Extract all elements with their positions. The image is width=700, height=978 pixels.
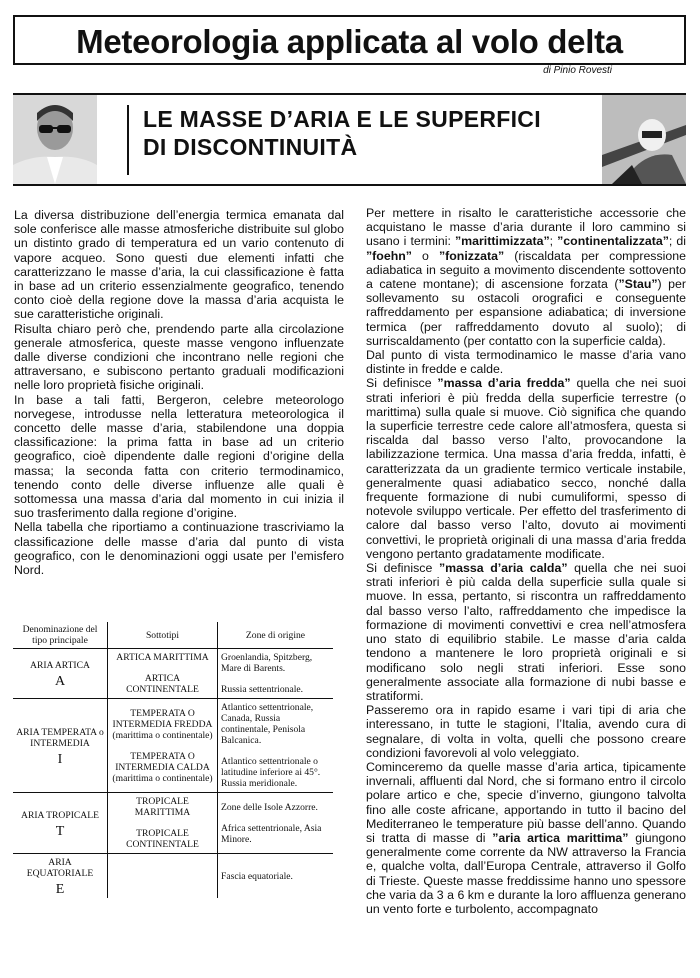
subtype: TEMPERATA O INTERMEDIA FREDDA (marittima o continentale) <box>112 707 213 741</box>
term: ”massa d’aria calda” <box>438 561 568 576</box>
subtitle-line-1: LE MASSE D’ARIA E LE SUPERFICI <box>143 106 541 132</box>
byline: di Pinio Rovesti <box>543 65 612 76</box>
table-row <box>13 854 333 899</box>
type-cell <box>13 854 108 899</box>
subtype-cell <box>108 854 218 899</box>
paragraph <box>366 376 686 561</box>
paragraph: Passeremo ora in rapido esame i vari tipi di aria che interessano, in tutte le stagioni, l’Italia, avendo cura di segnalare, di volta in volta, quelli che possono creare condizioni favorevoli al volo veleggiato. <box>366 703 686 760</box>
subtype-cell <box>108 699 218 793</box>
type-cell <box>13 649 108 699</box>
zone: Groenlandia, Spitzberg, Mare di Barents. <box>221 652 313 674</box>
type-name: ARIA EQUATORIALE <box>26 857 94 879</box>
text-run: ; <box>549 234 558 249</box>
zone-cell <box>218 854 334 899</box>
zone-cell <box>218 793 334 854</box>
type-name: ARIA TEMPERATA o INTERMEDIA <box>16 726 104 749</box>
text-run: ; di <box>668 234 687 249</box>
term: ”foehn” <box>366 248 412 263</box>
table-row <box>13 699 333 793</box>
column-header: Denominazione del tipo principale <box>13 622 108 649</box>
subtype: ARTICA MARITTIMA <box>116 652 209 663</box>
text-run: quella che nei suoi strati inferiori è più calda della superficie sulla quale si muove. In essa, pertanto, si riscontra un raffreddamento dal basso verso l’alto, raffreddamento che impedisce la formazione di movimenti convettivi e crea nell’atmosfera uno stato di equilibrio stabile. Le masse d’aria calda tendono a mantenere le loro proprietà originali e si modificano solo negli strati inferiori. Esse sono generalmente associate alla formazione di nubi basse e stratiformi. <box>366 561 687 703</box>
subtype-cell <box>108 793 218 854</box>
subtype: ARTICA CONTINENTALE <box>126 673 199 695</box>
subtype: TROPICALE CONTINENTALE <box>126 828 199 850</box>
zone: Atlantico settentrionale, Canada, Russia continentale, Penisola Balcanica. <box>221 702 314 746</box>
type-letter: E <box>55 882 65 897</box>
paragraph <box>366 206 686 348</box>
column-header: Zone di origine <box>218 622 334 649</box>
text-run: Si definisce <box>366 561 439 576</box>
zone: Zone delle Isole Azzorre. <box>221 801 318 813</box>
type-name: ARIA ARTICA <box>30 660 90 671</box>
paragraph <box>366 561 686 703</box>
text-run: giungono generalmente come corrente da NW attraverso la Francia e, qualche volta, dall’Europa Centrale, attraverso il Golfo di Trieste. Queste masse freddissime hanno uno spessore che varia da 3 a 6 km e durante la loro affluenza generano un vento forte e turbolento, accompagnato <box>366 830 687 916</box>
zone-cell <box>218 699 334 793</box>
divider <box>127 105 129 175</box>
subtype: TEMPERATA O INTERMEDIA CALDA (marittima o continentale) <box>112 750 213 784</box>
term: ”marittimizzata” <box>454 234 550 249</box>
section-banner <box>13 93 686 186</box>
paragraph <box>366 760 686 916</box>
title-box <box>13 15 686 65</box>
term: ”continentalizzata” <box>557 234 669 249</box>
paragraph: In base a tali fatti, Bergeron, celebre meteorologo norvegese, introdusse nella letteratura meteorologica il concetto delle masse d’aria, stabilendone una doppia classificazione: la prima fatta in base ad un criterio geografico, cioè dipendente dalle regioni d’origine della massa; la seconda fatta con criterio termodinamico, tenendo conto delle diverse influenze alle quali è sottomessa una massa d’aria dal momento in cui inizia il suo trasferimento dalla regione d’origine. <box>14 392 344 521</box>
page-title: Meteorologia applicata al volo delta <box>76 23 623 60</box>
text-run: Per mettere in risalto le caratteristiche accessorie che acquistano le masse d’aria durante il loro cammino si usano i termini: <box>366 206 686 249</box>
column-header: Sottotipi <box>108 622 218 649</box>
type-name: ARIA TROPICALE <box>21 809 99 821</box>
zone: Atlantico settentrionale o latitudine inferiore ai 45°. Russia meridionale. <box>221 756 321 789</box>
term: ”aria artica marittima” <box>492 830 629 845</box>
type-cell <box>13 793 108 854</box>
author-photo <box>13 95 97 184</box>
table-row <box>13 649 333 699</box>
text-run: Si definisce <box>366 376 438 391</box>
term: ”Stau” <box>618 277 658 292</box>
left-column <box>14 208 344 577</box>
type-letter: A <box>54 674 66 689</box>
subtype-cell <box>108 649 218 699</box>
subtitle-line-2: DI DISCONTINUITÀ <box>143 134 358 160</box>
pilot-photo <box>602 95 686 184</box>
right-column <box>366 206 686 916</box>
text-run: quella che nei suoi strati inferiori è più fredda della superficie terrestre (o marittima) sulla quale si muove. Ciò significa che quando la superficie terrestre cede calore all’atmosfera, questa si riscalda dal basso verso l’alto, provocandone la labilizzazione termica. Una massa d’aria fredda, infatti, è caratterizzata da un gradiente termico verticale instabile, generalmente quasi adiabatico secco, nonché dalla frequente formazione di nubi cumuliformi, spesso di notevole sviluppo verticale. Per effetto del trasferimento di calore dal basso verso l’alto, dovuto ai movimenti convettivi, le proprietà originali di una massa d’aria fredda vengono pertanto gradatamente modificate. <box>366 376 687 561</box>
term: ”fonizzata” <box>438 248 505 263</box>
zone: Russia settentrionale. <box>221 684 304 695</box>
subtype: TROPICALE MARITTIMA <box>134 796 191 818</box>
paragraph: La diversa distribuzione dell’energia termica emanata dal sole conferisce alle masse atmosferiche distribuite sul globo un distinto grado di temperatura ed un vario contenuto di vapore acqueo. Sono questi due elementi infatti che caratterizzano le masse d’aria, la cui classificazione è fatta in base ad un criterio essenzialmente geografico, tenendo conto cioè della regione dove la massa d’aria acquista le sue caratteristiche originali. <box>14 208 344 322</box>
text-run: (riscaldata per compressione adiabatica in seguito a movimento discendente sottovento a catene montane); di ascensione forzata ( <box>366 248 686 292</box>
table-row <box>13 793 333 854</box>
air-mass-classification-table <box>13 622 333 898</box>
type-letter: T <box>55 823 65 839</box>
zone-cell <box>218 649 334 699</box>
paragraph: Risulta chiaro però che, prendendo parte alla circolazione generale atmosferica, queste masse vengono influenzate dalle diverse condizioni che incontrano nelle regioni che attraversano, e subiscono pertanto graduali modificazioni nelle loro proprietà fisiche originali. <box>14 321 344 393</box>
paragraph: Dal punto di vista termodinamico le masse d’aria vano distinte in fredde e calde. <box>366 348 686 377</box>
table-header-row <box>13 622 333 649</box>
type-letter: I <box>57 751 63 767</box>
text-run: ) per sollevamento su ostacoli orografici e conseguente raffreddamento per espansione adiabatica; di inversione termica (per raffreddamento dovuto al suolo); di surriscaldamento (per contatto con la superficie calda). <box>366 277 687 348</box>
term: ”massa d’aria fredda” <box>437 376 571 391</box>
zone: Fascia equatoriale. <box>221 870 293 882</box>
type-cell <box>13 699 108 793</box>
section-subtitle <box>143 105 541 161</box>
paragraph: Nella tabella che riportiamo a continuazione trascriviamo la classificazione delle masse d’aria dal punto di vista geografico, con le denominazioni oggi usate per l’emisfero Nord. <box>14 520 344 578</box>
zone: Africa settentrionale, Asia Minore. <box>221 822 322 845</box>
text-run: Cominceremo da quelle masse d’aria artica, tipicamente invernali, affluenti dal Nord, che si formano entro il circolo polare artico e che, specie d’inverno, giungono talvolta fino alle coste africane, apportando in tutto il bacino del Mediterraneo le temperature più basse dell’anno. Quando si tratta di masse di <box>366 759 686 845</box>
text-run: o <box>411 248 439 263</box>
